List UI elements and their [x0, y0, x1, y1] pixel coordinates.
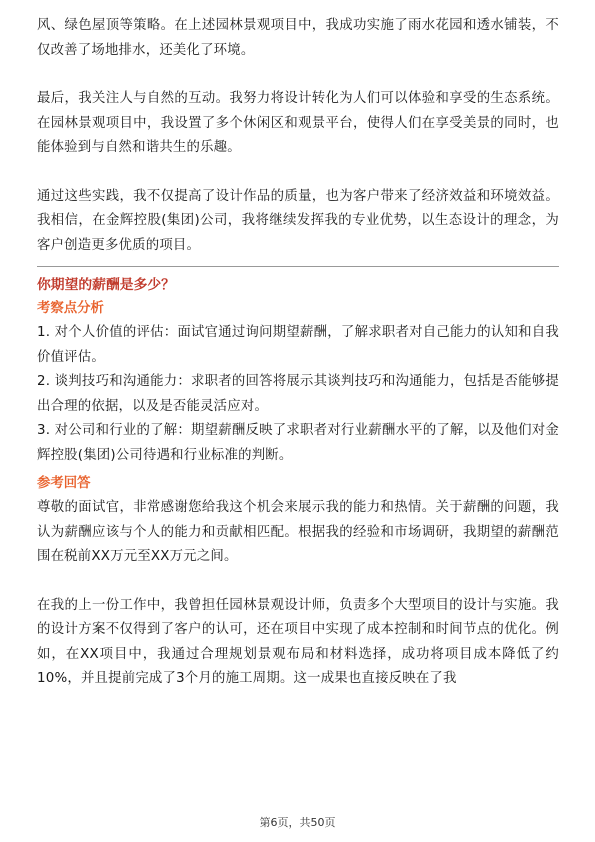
analysis-point: 3. 对公司和行业的了解：期望薪酬反映了求职者对行业薪酬水平的了解，以及他们对金辉控股(集团)公司待遇和行业标准的判断。	[37, 423, 559, 463]
section-divider	[37, 266, 559, 267]
body-paragraph: 风、绿色屋顶等策略。在上述园林景观项目中，我成功实施了雨水花园和透水铺装，不仅改善了场地排水，还美化了环境。	[37, 18, 559, 58]
page-number: 第6页，共50页	[259, 816, 336, 829]
body-paragraph: 最后，我关注人与自然的互动。我努力将设计转化为人们可以体验和享受的生态系统。在园林景观项目中，我设置了多个休闲区和观景平台，使得人们在享受美景的同时，也能体验到与自然和谐共生的乐趣。	[37, 91, 559, 155]
question-title: 你期望的薪酬是多少？	[37, 277, 175, 293]
answer-heading: 参考回答	[37, 476, 91, 491]
body-paragraph: 通过这些实践，我不仅提高了设计作品的质量，也为客户带来了经济效益和环境效益。我相信，在金辉控股(集团)公司，我将继续发挥我的专业优势，以生态设计的理念，为客户创造更多优质的项目。	[37, 188, 559, 253]
answer-paragraph: 在我的上一份工作中，我曾担任园林景观设计师，负责多个大型项目的设计与实施。我的设计方案不仅得到了客户的认可，还在项目中实现了成本控制和时间节点的优化。例如，在XX项目中，我通过合理规划景观布局和材料选择，成功将项目成本降低了约10%，并且提前完成了3个月的施工周期。这一成果也直接反映在了我	[37, 597, 559, 686]
analysis-point: 1. 对个人价值的评估：面试官通过询问期望薪酬，了解求职者对自己能力的认知和自我价值评估。	[37, 325, 559, 365]
answer-paragraph: 尊敬的面试官，非常感谢您给我这个机会来展示我的能力和热情。关于薪酬的问题，我认为薪酬应该与个人的能力和贡献相匹配。根据我的经验和市场调研，我期望的薪酬范围在税前XX万元至XX万元之间。	[37, 500, 559, 564]
document-page	[37, 0, 559, 692]
analysis-heading: 考察点分析	[37, 301, 104, 316]
analysis-point: 2. 谈判技巧和沟通能力：求职者的回答将展示其谈判技巧和沟通能力，包括是否能够提出合理的依据，以及是否能灵活应对。	[37, 374, 559, 414]
